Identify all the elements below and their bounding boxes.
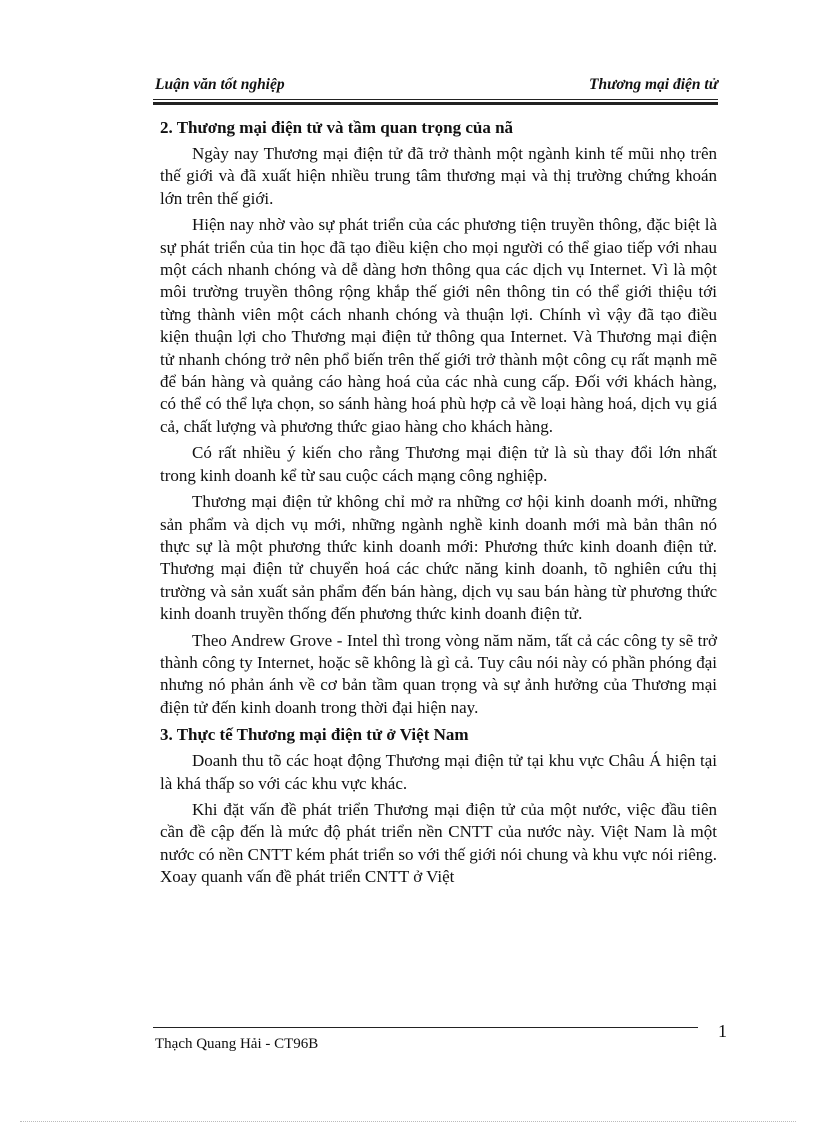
paragraph: Ngày nay Thương mại điện tử đã trở thành một ngành kinh tế mũi nhọ trên thế giới và đã xuất hiện nhiều trung tâm thương mại và thị trường chứng khoán lớn trên thế giới. — [160, 144, 717, 208]
footer-rule — [153, 1027, 698, 1028]
header-left-title: Luận văn tốt nghiệp — [155, 76, 285, 93]
header-rule-thin — [153, 99, 718, 100]
page-bottom-dotted-border — [20, 1121, 796, 1122]
paragraph: Có rất nhiều ý kiến cho rằng Thương mại điện tử là sù thay đổi lớn nhất trong kinh doanh kể từ sau cuộc cách mạng công nghiệp. — [160, 443, 717, 485]
paragraph: Doanh thu tõ các hoạt động Thương mại điện tử tại khu vực Châu Á hiện tại là khá thấp so với các khu vực khác. — [160, 751, 717, 793]
paragraph: Thương mại điện tử không chỉ mở ra những cơ hội kinh doanh mới, những sản phẩm và dịch vụ mới, những ngành nghề kinh doanh mới mà bản thân nó thực sự là một phương thức kinh doanh mới: Phương thức kinh doanh điện tử. Thương mại điện tử chuyển hoá các chức năng kinh doanh, tõ nghiên cứu thị trường và sản xuất sản phẩm đến bán hàng, dịch vụ sau bán hàng từ phương thức kinh doanh truyền thống đến phương thức kinh doanh điện tử. — [160, 492, 717, 624]
page-header — [155, 76, 718, 94]
section-2-heading: 2. Thương mại điện tử và tầm quan trọng của nã — [160, 118, 514, 137]
paragraph: Theo Andrew Grove - Intel thì trong vòng năm năm, tất cả các công ty sẽ trở thành công ty Internet, hoặc sẽ không là gì cả. Tuy câu nói này có phần phóng đại nhưng nó phản ánh về cơ bản tầm quan trọng và sự ảnh hưởng của Thương mại điện tử đến kinh doanh trong thời đại hiện nay. — [160, 630, 717, 717]
footer-author: Thạch Quang Hải - CT96B — [155, 1036, 319, 1052]
section-3-heading: 3. Thực tế Thương mại điện tử ở Việt Nam — [160, 725, 469, 745]
paragraph: Hiện nay nhờ vào sự phát triển của các phương tiện truyền thông, đặc biệt là sự phát triển của tin học đã tạo điều kiện cho mọi người có thể giao tiếp với nhau một cách nhanh chóng và dễ dàng hơn thông qua các dịch vụ Internet. Vì là một môi trường truyền thông rộng khắp thế giới nên thông tin có thể giới thiệu tới từng thành viên một cách nhanh chóng và thuận lợi. Chính vì vậy đã tạo điều kiện thuận lợi cho Thương mại điện tử thông qua Internet. Và Thương mại điện tử nhanh chóng trở nên phổ biến trên thế giới trở thành một công cụ rất mạnh mẽ để bán hàng và quảng cáo hàng hoá của các nhà cung cấp. Đối với khách hàng, có thể có thể lựa chọn, so sánh hàng hoá phù hợp cả về loại hàng hoá, dịch vụ giá cả, chất lượng và phương thức giao hàng cho khách hàng. — [160, 215, 717, 436]
page-number: 1 — [718, 1021, 727, 1041]
header-right-title: Thương mại điện tử — [589, 76, 718, 93]
header-rule-thick — [153, 102, 718, 105]
document-body — [160, 114, 717, 895]
paragraph: Khi đặt vấn đề phát triển Thương mại điện tử của một nước, việc đầu tiên cần đề cập đến là mức độ phát triển nền CNTT của nước này. Việt Nam là một nước có nền CNTT kém phát triển so với thế giới nói chung và khu vực nói riêng. Xoay quanh vấn đề phát triển CNTT ở Việt — [160, 799, 717, 887]
